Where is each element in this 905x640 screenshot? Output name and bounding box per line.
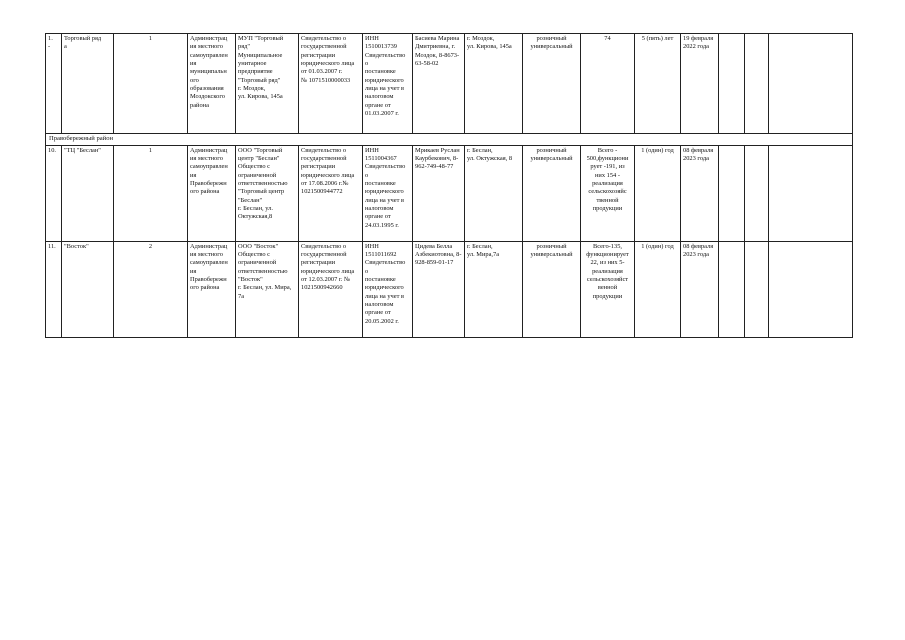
market-quantity: 2 — [114, 241, 188, 337]
empty-cell — [769, 34, 853, 134]
section-title: Правобережный район — [46, 134, 853, 146]
empty-cell — [719, 34, 745, 134]
row-number: 1. - — [46, 34, 62, 134]
places-cell: 74 — [581, 34, 635, 134]
head-contact-cell: Мрикаев Руслан Каурбекович, 8- 962-749-48-77 — [413, 145, 465, 241]
head-contact-cell: Басиева Марина Дмитриевна, г. Моздок, 8-8673- 63-58-02 — [413, 34, 465, 134]
date-cell: 19 февраля 2022 года — [681, 34, 719, 134]
market-type-cell: розничный универсальный — [523, 34, 581, 134]
empty-cell — [719, 145, 745, 241]
authority-cell: Администрац ия местного самоуправлен ия муниципальн ого образования Моздокского района — [188, 34, 236, 134]
table-row — [46, 241, 853, 337]
market-name: "ТЦ "Беслан" — [62, 145, 114, 241]
market-quantity: 1 — [114, 145, 188, 241]
market-registry-table — [45, 33, 853, 338]
market-name: "Восток" — [62, 241, 114, 337]
empty-cell — [769, 145, 853, 241]
row-number: 10. — [46, 145, 62, 241]
empty-cell — [769, 241, 853, 337]
inn-cell: ИНН 1511011692 Свидетельство о постановке юридического лица на учет в налоговом органе от 20.05.2002 г. — [363, 241, 413, 337]
term-cell: 1 (один) год — [635, 145, 681, 241]
market-type-cell: розничный универсальный — [523, 145, 581, 241]
inn-cell: ИНН 1511004367 Свидетельство о постановке юридического лица на учет в налоговом органе от 24.03.1995 г. — [363, 145, 413, 241]
market-type-cell: розничный универсальный — [523, 241, 581, 337]
market-name: Торговый ряд а — [62, 34, 114, 134]
empty-cell — [745, 145, 769, 241]
registration-cert-cell: Свидетельство о государственной регистрации юридического лица от 12.03.2007 г. № 1021500942660 — [299, 241, 363, 337]
organization-cell: ООО "Восток" Общество с ограниченной ответственностью "Восток" г. Беслан, ул. Мира, 7а — [236, 241, 299, 337]
registration-cert-cell: Свидетельство о государственной регистрации юридического лица от 17.08.2006 г.№ 1021500944772 — [299, 145, 363, 241]
registry-sheet — [45, 33, 853, 338]
empty-cell — [745, 241, 769, 337]
market-address-cell: г. Беслан, ул. Октужская, 8 — [465, 145, 523, 241]
section-row — [46, 134, 853, 146]
market-quantity: 1 — [114, 34, 188, 134]
empty-cell — [719, 241, 745, 337]
market-address-cell: г. Моздок, ул. Кирова, 145а — [465, 34, 523, 134]
places-cell: Всего - 500,функциони рует -191, из них 154 - реализация сельскохозяйс твенной продукции — [581, 145, 635, 241]
organization-cell: МУП "Торговый ряд" Муниципальное унитарное предприятие "Торговый ряд" г. Моздок, ул. Кирова, 145а — [236, 34, 299, 134]
head-contact-cell: Цидева Белла Азбекиотовна, 8- 928-859-01-17 — [413, 241, 465, 337]
market-address-cell: г. Беслан, ул. Мира,7а — [465, 241, 523, 337]
inn-cell: ИНН 1510013739 Свидетельство о постановке юридического лица на учет в налоговом органе от 01.03.2007 г. — [363, 34, 413, 134]
organization-cell: ООО "Торговый центр "Беслан" Общество с ограниченной ответственностью "Торговый центр "Беслан" г. Беслан, ул. Октужская,8 — [236, 145, 299, 241]
date-cell: 08 февраля 2023 года — [681, 145, 719, 241]
empty-cell — [745, 34, 769, 134]
registration-cert-cell: Свидетельство о государственной регистрации юридического лица от 01.03.2007 г. № 1071510000033 — [299, 34, 363, 134]
table-row — [46, 145, 853, 241]
places-cell: Всего-135, функционирует 22, из них 5- реализация сельскохозяйст венной продукции — [581, 241, 635, 337]
row-number: 11. — [46, 241, 62, 337]
date-cell: 08 февраля 2023 года — [681, 241, 719, 337]
term-cell: 5 (пять) лет — [635, 34, 681, 134]
term-cell: 1 (один) год — [635, 241, 681, 337]
authority-cell: Администрац ия местного самоуправлен ия Правобережн ого района — [188, 241, 236, 337]
authority-cell: Администрац ия местного самоуправлен ия Правобережн ого района — [188, 145, 236, 241]
table-row — [46, 34, 853, 134]
